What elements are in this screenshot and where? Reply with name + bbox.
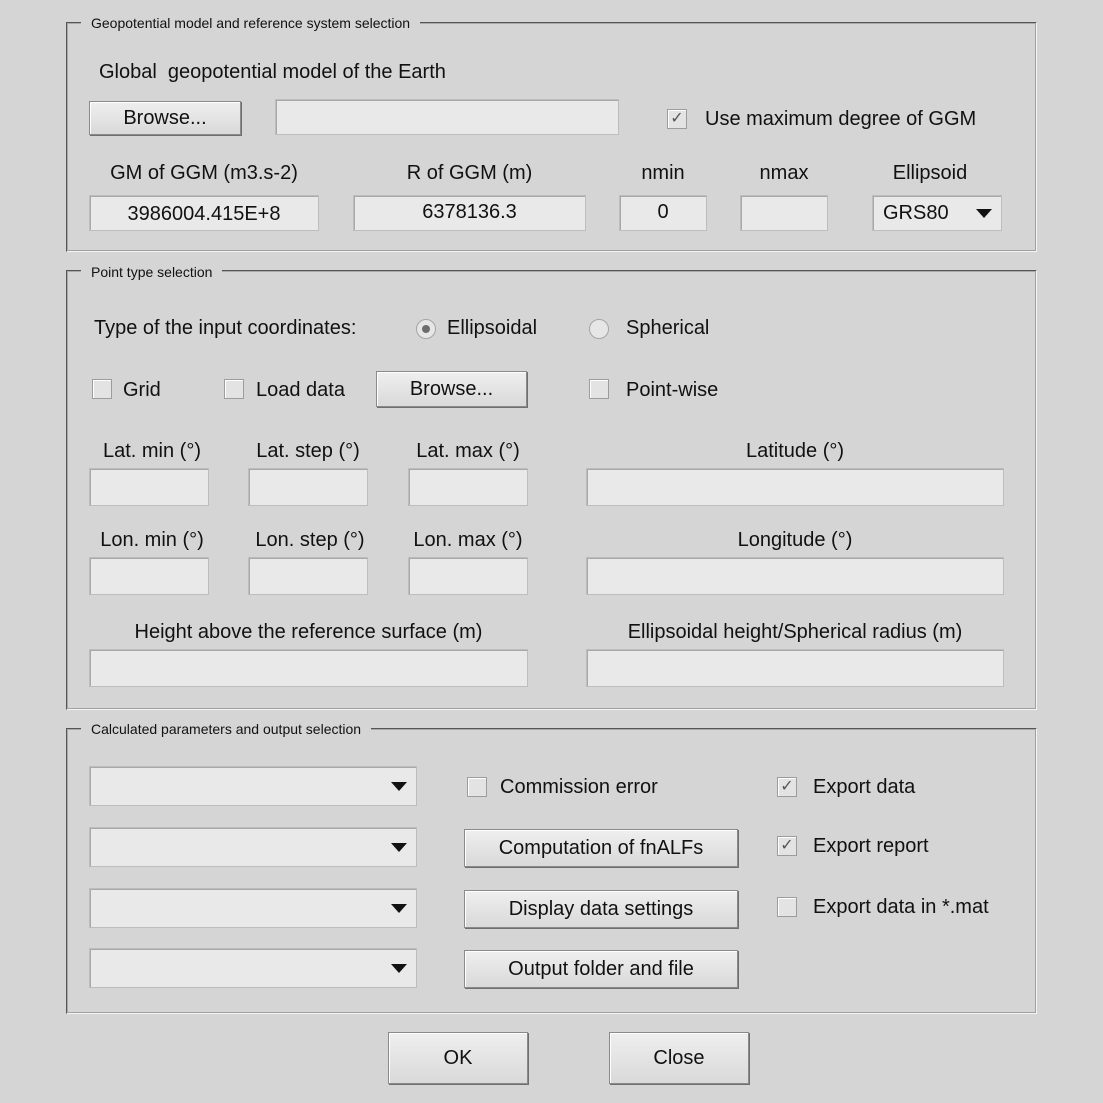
lon-max-label: Lon. max (°) <box>413 529 523 551</box>
nmax-field[interactable] <box>740 195 828 231</box>
ggm-label: Global geopotential model of the Earth <box>99 61 446 83</box>
grid-label: Grid <box>123 379 161 401</box>
use-max-degree-label: Use maximum degree of GGM <box>705 108 977 130</box>
ellipsoid-select[interactable] <box>872 195 1002 231</box>
export-data-checkbox[interactable] <box>777 777 797 797</box>
radio-dot-icon <box>422 325 430 333</box>
check-mark-icon: ✓ <box>780 778 794 795</box>
commission-error-checkbox[interactable] <box>467 777 487 797</box>
lon-step-field[interactable] <box>248 557 368 595</box>
ellipsoid-select-value: GRS80 <box>883 202 949 224</box>
nmax-label: nmax <box>759 162 809 184</box>
close-button[interactable]: Close <box>609 1032 749 1084</box>
check-mark-icon: ✓ <box>780 837 794 854</box>
load-data-label: Load data <box>256 379 345 401</box>
chevron-down-icon <box>388 828 410 866</box>
ellipsoidal-radio[interactable] <box>416 319 436 339</box>
r-field[interactable]: 6378136.3 <box>353 195 586 231</box>
parameter-select-2[interactable] <box>89 827 417 867</box>
gm-label: GM of GGM (m3.s-2) <box>110 162 298 184</box>
coordinates-type-label: Type of the input coordinates: <box>94 317 357 339</box>
lon-step-label: Lon. step (°) <box>255 529 365 551</box>
height-field[interactable] <box>89 649 528 687</box>
lat-max-label: Lat. max (°) <box>416 440 520 462</box>
export-mat-label: Export data in *.mat <box>813 896 989 918</box>
export-report-label: Export report <box>813 835 929 857</box>
export-mat-checkbox[interactable] <box>777 897 797 917</box>
chevron-down-icon <box>973 196 995 230</box>
ggm-browse-button[interactable]: Browse... <box>89 101 241 135</box>
spherical-label: Spherical <box>626 317 710 339</box>
r-label: R of GGM (m) <box>406 162 533 184</box>
chevron-down-icon <box>388 889 410 927</box>
fnalfs-button[interactable]: Computation of fnALFs <box>464 829 738 867</box>
lat-min-label: Lat. min (°) <box>102 440 202 462</box>
parameter-select-1[interactable] <box>89 766 417 806</box>
pointwise-checkbox[interactable] <box>589 379 609 399</box>
lat-step-field[interactable] <box>248 468 368 506</box>
load-data-browse-button[interactable]: Browse... <box>376 371 527 407</box>
output-panel-legend: Calculated parameters and output selection <box>81 720 371 738</box>
lat-min-field[interactable] <box>89 468 209 506</box>
load-data-checkbox[interactable] <box>224 379 244 399</box>
latitude-label: Latitude (°) <box>745 440 845 462</box>
grid-checkbox[interactable] <box>92 379 112 399</box>
gm-field[interactable]: 3986004.415E+8 <box>89 195 319 231</box>
spherical-radio[interactable] <box>589 319 609 339</box>
lon-max-field[interactable] <box>408 557 528 595</box>
lat-max-field[interactable] <box>408 468 528 506</box>
lon-min-field[interactable] <box>89 557 209 595</box>
export-report-checkbox[interactable] <box>777 836 797 856</box>
chevron-down-icon <box>388 949 410 987</box>
latitude-field[interactable] <box>586 468 1004 506</box>
geopotential-panel-legend: Geopotential model and reference system selection <box>81 14 420 32</box>
point-type-panel-legend: Point type selection <box>81 263 222 281</box>
ellipsoidal-label: Ellipsoidal <box>447 317 538 339</box>
ellipsoidal-height-label: Ellipsoidal height/Spherical radius (m) <box>627 621 963 643</box>
ellipsoid-label: Ellipsoid <box>892 162 968 184</box>
commission-error-label: Commission error <box>500 776 658 798</box>
chevron-down-icon <box>388 767 410 805</box>
check-mark-icon: ✓ <box>670 110 684 127</box>
height-label: Height above the reference surface (m) <box>134 621 483 643</box>
longitude-label: Longitude (°) <box>737 529 853 551</box>
ok-button[interactable]: OK <box>388 1032 528 1084</box>
export-data-label: Export data <box>813 776 916 798</box>
lon-min-label: Lon. min (°) <box>100 529 204 551</box>
ggm-file-field[interactable] <box>275 99 619 135</box>
nmin-field[interactable]: 0 <box>619 195 707 231</box>
lat-step-label: Lat. step (°) <box>256 440 360 462</box>
output-folder-button[interactable]: Output folder and file <box>464 950 738 988</box>
ellipsoidal-height-field[interactable] <box>586 649 1004 687</box>
pointwise-label: Point-wise <box>626 379 719 401</box>
use-max-degree-checkbox[interactable] <box>667 109 687 129</box>
display-settings-button[interactable]: Display data settings <box>464 890 738 928</box>
longitude-field[interactable] <box>586 557 1004 595</box>
nmin-label: nmin <box>641 162 685 184</box>
parameter-select-3[interactable] <box>89 888 417 928</box>
parameter-select-4[interactable] <box>89 948 417 988</box>
